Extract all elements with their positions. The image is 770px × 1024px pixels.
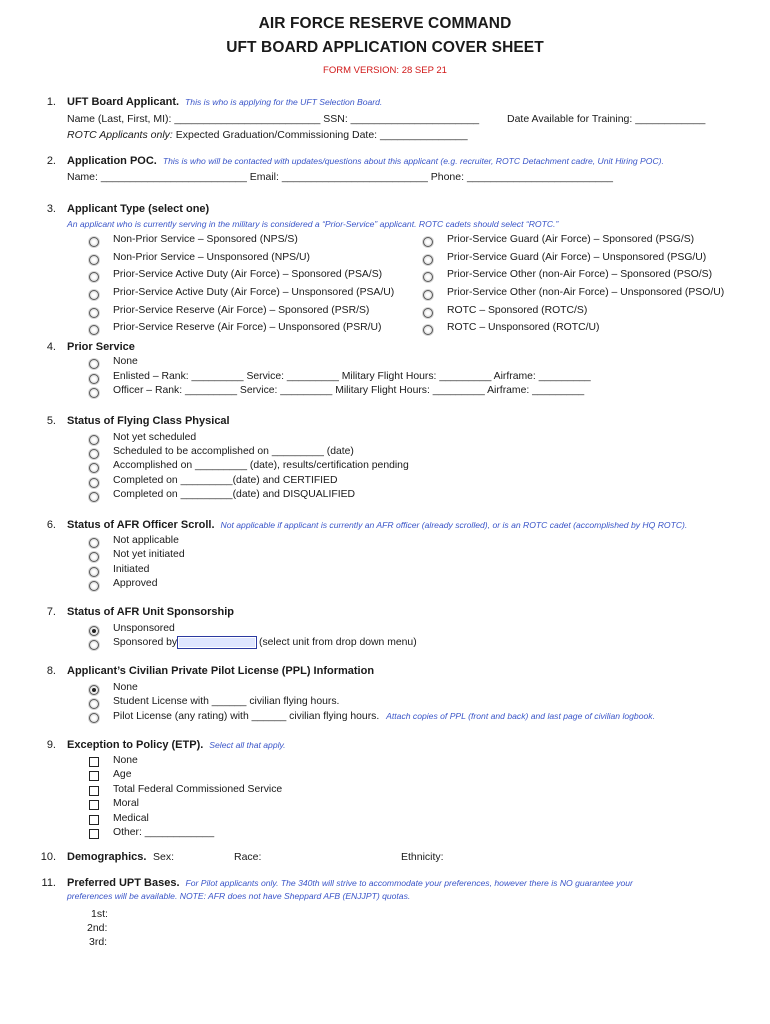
section-note: This is who is applying for the UFT Selection Board.	[185, 97, 383, 107]
etp-option: None	[113, 755, 138, 766]
radio-button[interactable]	[423, 290, 433, 300]
sponsoring-unit-dropdown[interactable]	[177, 636, 257, 649]
applicant-type-option: ROTC – Unsponsored (ROTC/U)	[447, 322, 600, 333]
section-number: 10.	[40, 851, 56, 863]
base-choice-2[interactable]: 2nd:	[87, 922, 108, 934]
prior-service-option: Enlisted – Rank: _________ Service: _________ Military Flight Hours: _________ Airframe: _________	[113, 371, 591, 382]
physical-status-option: Not yet scheduled	[113, 432, 197, 443]
section-title: Status of AFR Officer Scroll. Not applicable if applicant is currently an AFR officer (already scrolled), or is an ROTC cadet (accomplished by HQ ROTC).	[67, 519, 688, 531]
radio-button[interactable]	[89, 255, 99, 265]
scroll-status-option: Initiated	[113, 564, 150, 575]
applicant-type-option: Prior-Service Reserve (Air Force) – Unsponsored (PSR/U)	[113, 322, 382, 333]
etp-option: Moral	[113, 798, 139, 809]
form-version: FORM VERSION: 28 SEP 21	[323, 65, 447, 76]
scroll-status-option: Not yet initiated	[113, 549, 185, 560]
radio-button[interactable]	[89, 581, 99, 591]
radio-button[interactable]	[89, 272, 99, 282]
section-number: 7.	[46, 606, 56, 618]
radio-button[interactable]	[89, 492, 99, 502]
radio-button[interactable]	[423, 237, 433, 247]
checkbox[interactable]	[89, 815, 99, 825]
radio-button[interactable]	[423, 272, 433, 282]
physical-status-option: Completed on _________(date) and CERTIFIED	[113, 475, 338, 486]
poc-fields[interactable]: Name: _________________________ Email: _________________________ Phone: _________________________	[67, 171, 613, 183]
base-choice-3[interactable]: 3rd:	[89, 936, 108, 948]
section-note: For Pilot applicants only. The 340th will strive to accommodate your preferences, however there is NO guarantee your	[185, 878, 633, 888]
section-title: Prior Service	[67, 341, 135, 353]
applicant-type-option: ROTC – Sponsored (ROTC/S)	[447, 305, 588, 316]
applicant-type-option: Prior-Service Active Duty (Air Force) – Unsponsored (PSA/U)	[113, 287, 395, 298]
radio-button[interactable]	[89, 237, 99, 247]
radio-button[interactable]	[89, 308, 99, 318]
physical-status-option: Accomplished on _________ (date), results/certification pending	[113, 460, 409, 471]
etp-option: Other: ____________	[113, 827, 215, 838]
section-title: Demographics.	[67, 851, 147, 863]
radio-button[interactable]	[89, 538, 99, 548]
radio-button-selected[interactable]	[89, 685, 99, 695]
radio-button[interactable]	[89, 699, 99, 709]
section-note-continued: preferences will be available. NOTE: AFR does not have Sheppard AFB (ENJJPT) quotas.	[67, 891, 411, 901]
checkbox[interactable]	[89, 757, 99, 767]
ethnicity-field[interactable]: Ethnicity:	[401, 851, 444, 863]
radio-button[interactable]	[89, 478, 99, 488]
ppl-option: Student License with ______ civilian flying hours.	[113, 696, 340, 707]
radio-button[interactable]	[423, 255, 433, 265]
radio-button[interactable]	[89, 325, 99, 335]
applicant-type-option: Prior-Service Active Duty (Air Force) – Sponsored (PSA/S)	[113, 269, 383, 280]
rotc-graduation-field[interactable]: ROTC Applicants only: Expected Graduation/Commissioning Date: _______________	[67, 129, 468, 141]
radio-button[interactable]	[89, 552, 99, 562]
applicant-type-option: Prior-Service Other (non-Air Force) – Sponsored (PSO/S)	[447, 269, 713, 280]
radio-button[interactable]	[89, 449, 99, 459]
etp-option: Total Federal Commissioned Service	[113, 784, 283, 795]
checkbox[interactable]	[89, 800, 99, 810]
radio-button[interactable]	[89, 359, 99, 369]
section-title: UFT Board Applicant. This is who is applying for the UFT Selection Board.	[67, 96, 383, 108]
radio-button[interactable]	[89, 388, 99, 398]
radio-button[interactable]	[423, 325, 433, 335]
date-available-field[interactable]: Date Available for Training: ____________	[507, 113, 706, 125]
section-number: 5.	[46, 415, 56, 427]
applicant-type-option: Prior-Service Guard (Air Force) – Unsponsored (PSG/U)	[447, 252, 707, 263]
applicant-type-option: Prior-Service Guard (Air Force) – Sponsored (PSG/S)	[447, 234, 695, 245]
dropdown-hint: (select unit from drop down menu)	[259, 637, 417, 648]
section-note: Not applicable if applicant is currently an AFR officer (already scrolled), or is an ROTC cadet (accomplished by HQ ROTC).	[220, 520, 688, 530]
section-title: Applicant’s Civilian Private Pilot License (PPL) Information	[67, 665, 375, 677]
section-note: This is who will be contacted with updates/questions about this applicant (e.g. recruiter, ROTC Detachment cadre, Unit Hiring POC).	[162, 156, 664, 166]
applicant-type-option: Prior-Service Other (non-Air Force) – Unsponsored (PSO/U)	[447, 287, 725, 298]
section-title: Preferred UPT Bases. For Pilot applicants only. The 340th will strive to accommodate your preferences, however there is NO guarantee your	[67, 877, 633, 889]
section-title: Status of AFR Unit Sponsorship	[67, 606, 235, 618]
race-field[interactable]: Race:	[234, 851, 262, 863]
radio-button[interactable]	[89, 435, 99, 445]
radio-button[interactable]	[89, 567, 99, 577]
physical-status-option: Completed on _________(date) and DISQUALIFIED	[113, 489, 356, 500]
prior-service-option: Officer – Rank: _________ Service: _________ Military Flight Hours: _________ Airframe: _________	[113, 385, 585, 396]
checkbox[interactable]	[89, 786, 99, 796]
sponsorship-option: Sponsored by	[113, 637, 178, 648]
name-ssn-field[interactable]: Name (Last, First, MI): _________________________ SSN: ______________________	[67, 113, 480, 125]
section-title: Status of Flying Class Physical	[67, 415, 230, 427]
radio-button[interactable]	[89, 374, 99, 384]
prior-service-option: None	[113, 356, 138, 367]
scroll-status-option: Approved	[113, 578, 158, 589]
section-title: Exception to Policy (ETP). Select all that apply.	[67, 739, 286, 751]
radio-button[interactable]	[89, 640, 99, 650]
section-number: 3.	[46, 203, 56, 215]
scroll-status-option: Not applicable	[113, 535, 179, 546]
section-number: 8.	[46, 665, 56, 677]
title-line-1: AIR FORCE RESERVE COMMAND	[258, 15, 512, 32]
title-line-2: UFT BOARD APPLICATION COVER SHEET	[226, 39, 544, 56]
etp-option: Medical	[113, 813, 149, 824]
applicant-type-option: Non-Prior Service – Unsponsored (NPS/U)	[113, 252, 310, 263]
section-note: Select all that apply.	[209, 740, 286, 750]
radio-button[interactable]	[89, 290, 99, 300]
sex-field[interactable]: Sex:	[153, 851, 175, 863]
etp-option: Age	[113, 769, 132, 780]
section-number: 2.	[46, 155, 56, 167]
applicant-type-option: Non-Prior Service – Sponsored (NPS/S)	[113, 234, 298, 245]
radio-button[interactable]	[89, 713, 99, 723]
radio-button[interactable]	[89, 463, 99, 473]
section-title: Applicant Type (select one)	[67, 203, 210, 215]
ppl-option: Pilot License (any rating) with ______ civilian flying hours. Attach copies of PPL (front and back) and last page of civilian logbook.	[113, 711, 655, 722]
radio-button-selected[interactable]	[89, 626, 99, 636]
section-number: 1.	[46, 96, 56, 108]
applicant-type-option: Prior-Service Reserve (Air Force) – Sponsored (PSR/S)	[113, 305, 370, 316]
section-number: 4.	[46, 341, 56, 353]
radio-button[interactable]	[423, 308, 433, 318]
section-title: Application POC. This is who will be contacted with updates/questions about this applicant (e.g. recruiter, ROTC Detachment cadre, Unit Hiring POC).	[67, 155, 664, 167]
section-number: 6.	[46, 519, 56, 531]
section-note: An applicant who is currently serving in the military is considered a “Prior-Service” applicant. ROTC cadets should select “ROTC.”	[67, 219, 559, 229]
physical-status-option: Scheduled to be accomplished on _________ (date)	[113, 446, 354, 457]
base-choice-1[interactable]: 1st:	[91, 908, 108, 920]
section-number: 9.	[46, 739, 56, 751]
attach-note: Attach copies of PPL (front and back) and last page of civilian logbook.	[386, 711, 655, 721]
section-number: 11.	[41, 877, 56, 889]
sponsorship-option: Unsponsored	[113, 623, 175, 634]
ppl-option: None	[113, 682, 138, 693]
checkbox[interactable]	[89, 829, 99, 839]
checkbox[interactable]	[89, 771, 99, 781]
